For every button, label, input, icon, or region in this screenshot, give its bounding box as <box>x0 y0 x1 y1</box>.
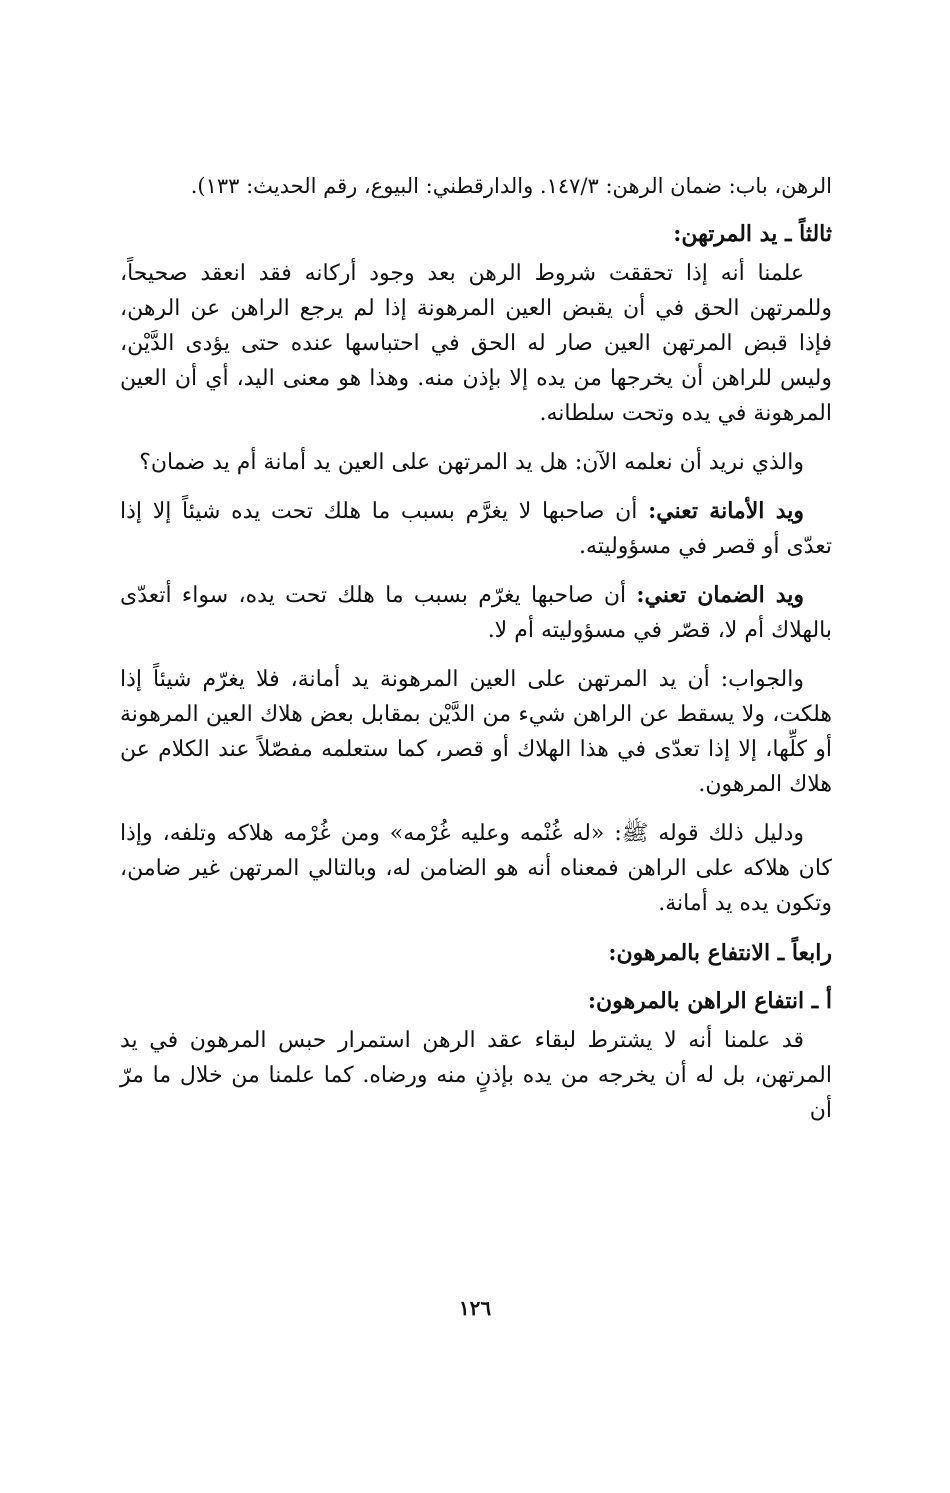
term-guarantee-hand: ويد الضمان تعني: <box>636 582 804 608</box>
paragraph-evidence <box>120 816 832 921</box>
paragraph-text: ودليل ذلك قوله ﷺ: «له غُنْمه وعليه غُرْمه» ومن غُرْمه هلاكه وتلفه، وإذا كان هلاكه على الراهن فمعناه أنه هو الضامن له، وبالتالي المرتهن غير ضامن، وتكون يده يد أمانة. <box>120 821 832 916</box>
paragraph-trust-hand <box>120 494 832 564</box>
paragraph-text: والجواب: أن يد المرتهن على العين المرهونة يد أمانة، فلا يغرّم شيئاً إذا هلكت، ولا يسقط عن الراهن شيء من الدَّيْن بمقابل بعض هلاك العين المرهونة أو كلِّها، إلا إذا تعدّى في هذا الهلاك أو قصر، كما ستعلمه مفصّلاً عند الكلام عن هلاك المرهون. <box>120 667 832 797</box>
subsection-heading-a: أ ـ انتفاع الراهن بالمرهون: <box>587 988 832 1014</box>
paragraph-text: قد علمنا أنه لا يشترط لبقاء عقد الرهن استمرار حبس المرهون في يد المرتهن، بل له أن يخرجه من يده بإذنٍ منه ورضاه. كما علمنا من خلال ما مرّ أن <box>120 1028 832 1123</box>
section-heading-third: ثالثاً ـ يد المرتهن: <box>673 221 832 247</box>
page-body <box>120 168 832 1142</box>
paragraph-guarantee-hand <box>120 578 832 648</box>
term-trust-hand: ويد الأمانة تعني: <box>648 498 804 524</box>
paragraph-question <box>120 445 832 480</box>
paragraph-answer <box>120 662 832 802</box>
paragraph-text: أن صاحبها يغرّم بسبب ما هلك تحت يده، سواء أتعدّى بالهلاك أم لا، قصّر في مسؤوليته أم لا. <box>120 583 832 643</box>
section-heading-fourth: رابعاً ـ الانتفاع بالمرهون: <box>608 940 832 966</box>
paragraph-text: والذي نريد أن نعلمه الآن: هل يد المرتهن على العين يد أمانة أم يد ضمان؟ <box>139 450 804 475</box>
footnote-continuation: الرهن، باب: ضمان الرهن: ١٤٧/٣. والدارقطني: البيوع، رقم الحديث: ١٣٣). <box>190 174 832 198</box>
paragraph-murtahin-hand <box>120 256 832 431</box>
paragraph-text: علمنا أنه إذا تحققت شروط الرهن بعد وجود أركانه فقد انعقد صحيحاً، وللمرتهن الحق في أن يقبض العين المرهونة إذا لم يرجع الراهن عن الرهن، فإذا قبض المرتهن العين صار له الحق في احتباسها عنده حتى يؤدى الدَّيْن، وليس للراهن أن يخرجها من يده إلا بإذن منه. وهذا هو معنى اليد، أي أن العين المرهونة في يده وتحت سلطانه. <box>120 261 832 426</box>
paragraph-rahin-benefit <box>120 1023 832 1128</box>
page-number: ١٢٦ <box>458 1296 492 1320</box>
paragraph-text: أن صاحبها لا يغرَّم بسبب ما هلك تحت يده شيئاً إلا إذا تعدّى أو قصر في مسؤوليته. <box>120 499 832 559</box>
